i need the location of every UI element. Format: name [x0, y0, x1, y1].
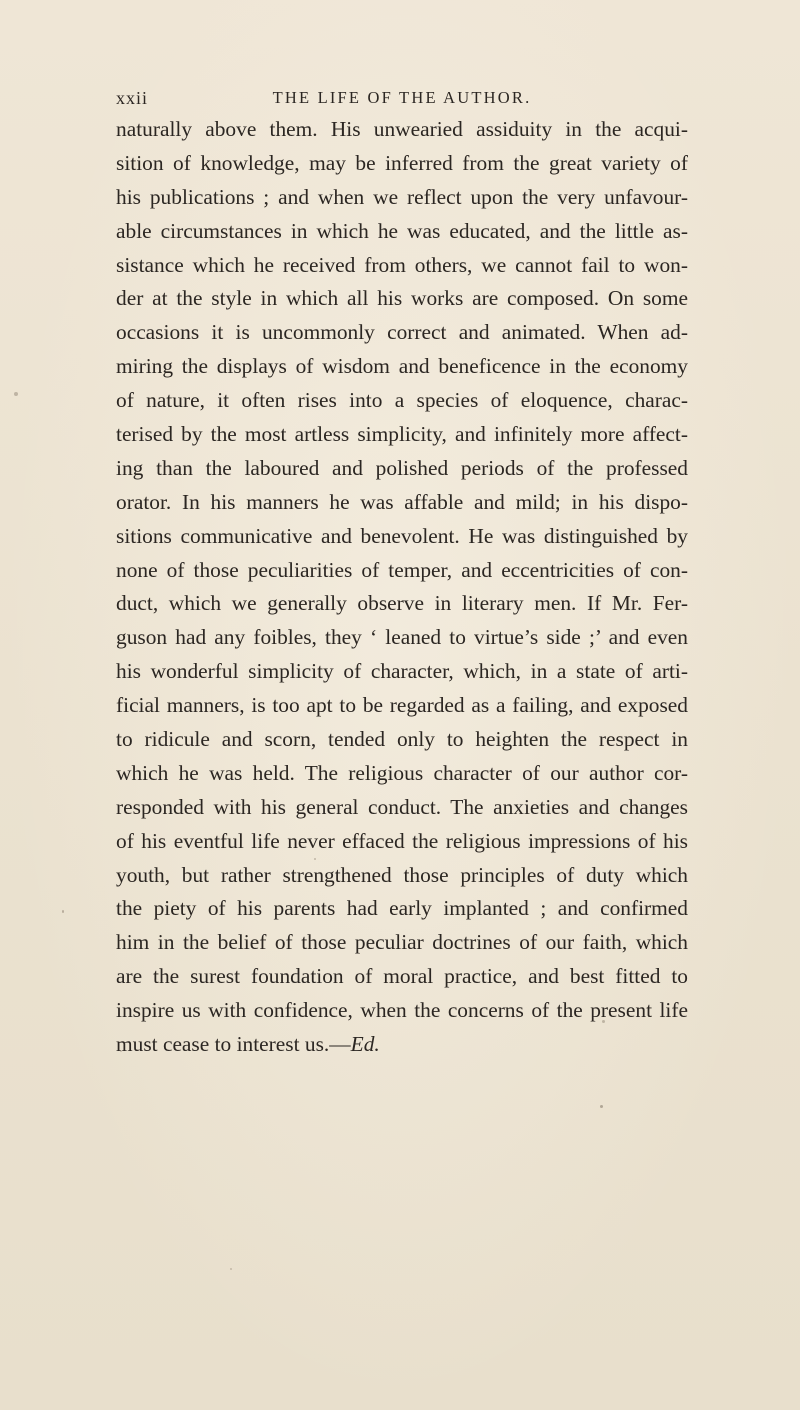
paper-speck	[230, 1268, 232, 1270]
text-line: guson had any foibles, they ‘ leaned to virtue’s side ;’ and even	[116, 625, 688, 650]
text-line: ficial manners, is too apt to be regarded as a failing, and exposed	[116, 693, 688, 718]
paper-speck	[602, 1020, 605, 1023]
text-line: inspire us with confidence, when the concerns of the present life	[116, 998, 688, 1023]
text-line: terised by the most artless simplicity, and infinitely more affect-	[116, 422, 688, 447]
text-line: his publications ; and when we reflect upon the very unfavour-	[116, 184, 688, 209]
running-head: THE LIFE OF THE AUTHOR.	[272, 88, 532, 107]
text-line: his wonderful simplicity of character, which, in a state of arti-	[116, 659, 688, 684]
page-header	[116, 88, 688, 116]
text-line: none of those peculiarities of temper, and eccentricities of con-	[116, 557, 688, 582]
final-sentence: must cease to interest us.—	[116, 1032, 351, 1057]
text-line: miring the displays of wisdom and beneficence in the economy	[116, 354, 688, 379]
text-line: ing than the laboured and polished periods of the professed	[116, 455, 688, 480]
paper-speck	[314, 858, 316, 860]
body-text	[116, 113, 688, 1062]
paper-speck	[600, 1105, 603, 1108]
text-line: able circumstances in which he was educated, and the little as-	[116, 218, 688, 243]
text-line: are the surest foundation of moral practice, and best fitted to	[116, 964, 688, 989]
text-line: duct, which we generally observe in literary men. If Mr. Fer-	[116, 591, 688, 616]
paper-speck	[62, 910, 64, 913]
text-line: sistance which he received from others, we cannot fail to won-	[116, 252, 688, 277]
text-line: the piety of his parents had early implanted ; and confirmed	[116, 896, 688, 921]
text-line: him in the belief of those peculiar doctrines of our faith, which	[116, 930, 688, 955]
text-line: occasions it is uncommonly correct and animated. When ad-	[116, 320, 688, 345]
text-line: der at the style in which all his works are composed. On some	[116, 286, 688, 311]
final-text-line	[116, 1028, 688, 1062]
text-line: of his eventful life never effaced the religious impressions of his	[116, 828, 688, 853]
editor-signature: Ed.	[350, 1032, 380, 1057]
text-line: naturally above them. His unwearied assiduity in the acqui-	[116, 117, 688, 141]
text-line: sitions communicative and benevolent. He was distinguished by	[116, 523, 688, 548]
text-line: orator. In his manners he was affable and mild; in his dispo-	[116, 489, 688, 514]
page-number: xxii	[116, 88, 149, 108]
text-line: youth, but rather strengthened those principles of duty which	[116, 862, 688, 887]
text-line: to ridicule and scorn, tended only to heighten the respect in	[116, 727, 688, 752]
text-line: responded with his general conduct. The anxieties and changes	[116, 794, 688, 819]
text-line: sition of knowledge, may be inferred from the great variety of	[116, 150, 688, 175]
text-line: which he was held. The religious character of our author cor-	[116, 760, 688, 785]
text-line: of nature, it often rises into a species of eloquence, charac-	[116, 388, 688, 413]
paper-speck	[120, 1050, 122, 1052]
paper-speck	[14, 392, 18, 396]
